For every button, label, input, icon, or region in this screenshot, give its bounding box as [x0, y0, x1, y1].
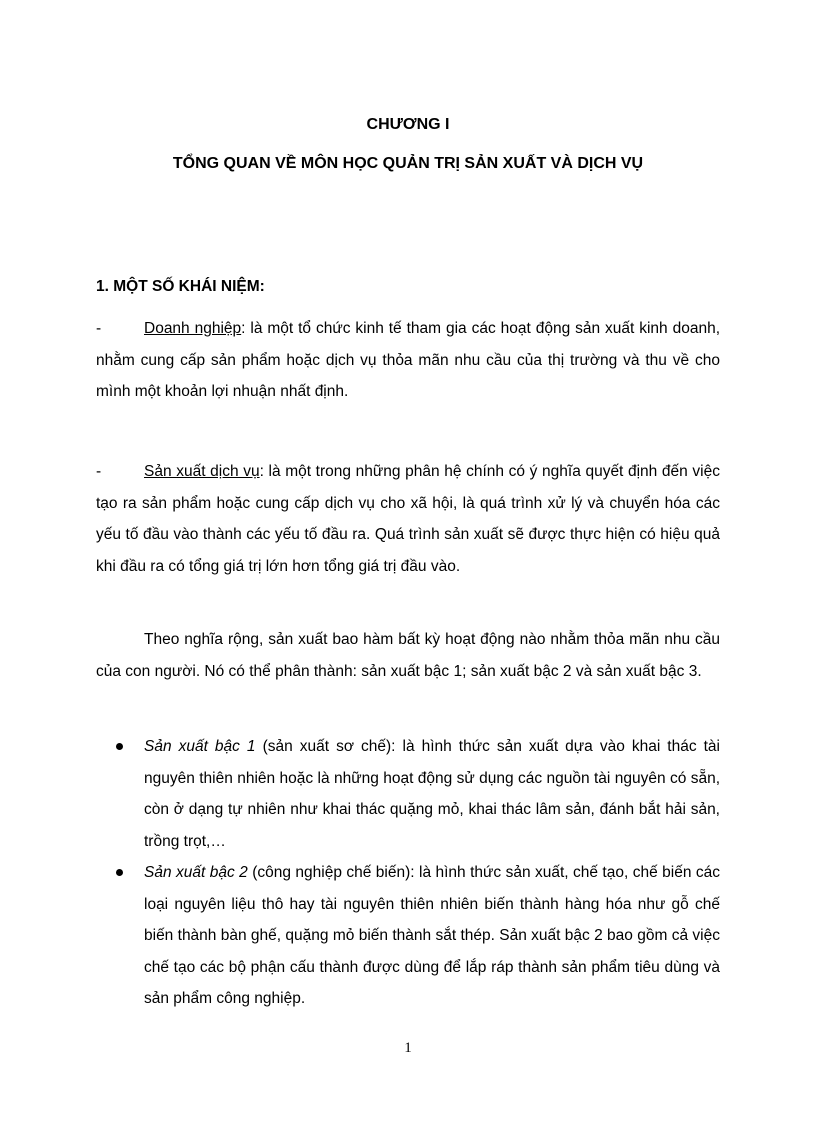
- bullet-text: [144, 731, 720, 857]
- definition-text: : là một trong những phân hệ chính có ý nghĩa quyết định đến việc tạo ra sản phẩm hoặc cung cấp dịch vụ cho xã hội, là quá trình xử lý và chuyển hóa các yếu tố đầu vào thành các yếu tố đầu ra. Quá trình sản xuất sẽ được thực hiện có hiệu quả khi đầu ra có tổng giá trị lớn hơn tổng giá trị đầu vào.: [96, 463, 720, 575]
- bullet-icon: [116, 743, 123, 750]
- paragraph-text: Theo nghĩa rộng, sản xuất bao hàm bất kỳ hoạt động nào nhằm thỏa mãn nhu cầu của con người. Nó có thể phân thành: sản xuất bậc 1; sản xuất bậc 2 và sản xuất bậc 3.: [96, 631, 720, 680]
- bullet-item: [116, 731, 720, 857]
- definition-text: : là một tổ chức kinh tế tham gia các hoạt động sản xuất kinh doanh, nhằm cung cấp sản phẩm hoặc dịch vụ thỏa mãn nhu cầu của thị trường và thu về cho mình một khoản lợi nhuận nhất định.: [96, 320, 721, 400]
- definition-term: Doanh nghiệp: [144, 320, 242, 337]
- section-heading: 1. MỘT SỐ KHÁI NIỆM:: [96, 278, 265, 295]
- bullet-description: (sản xuất sơ chế): là hình thức sản xuất dựa vào khai thác tài nguyên thiên nhiên hoặc là những hoạt động sử dụng các nguồn tài nguyên có sẵn, còn ở dạng tự nhiên như khai thác quặng mỏ, khai thác lâm sản, đánh bắt hải sản, trồng trọt,…: [144, 738, 720, 850]
- body-paragraph: [96, 624, 720, 687]
- bullet-description: (công nghiệp chế biến): là hình thức sản xuất, chế tạo, chế biến các loại nguyên liệu thô hay tài nguyên thiên nhiên biến thành hàng hóa như gỗ chế biến thành bàn ghế, quặng mỏ biến thành sắt thép. Sản xuất bậc 2 bao gồm cả việc chế tạo các bộ phận cấu thành được dùng để lắp ráp thành sản phẩm tiêu dùng và sản phẩm công nghiệp.: [144, 864, 720, 1007]
- definition-san-xuat-dich-vu: [96, 456, 720, 582]
- dash-marker: -: [96, 320, 102, 337]
- bullet-term: Sản xuất bậc 1: [144, 738, 256, 755]
- bullet-term: Sản xuất bậc 2: [144, 864, 248, 881]
- chapter-label: CHƯƠNG I: [366, 116, 450, 133]
- bullet-icon: [116, 869, 123, 876]
- page-number: 1: [404, 1040, 412, 1056]
- bullet-item: [116, 857, 720, 1015]
- definition-doanh-nghiep: [96, 313, 720, 408]
- bullet-text: [144, 857, 720, 1015]
- chapter-title: TỔNG QUAN VỀ MÔN HỌC QUẢN TRỊ SẢN XUẤT VÀ DỊCH VỤ: [172, 155, 644, 172]
- dash-marker: -: [96, 463, 102, 480]
- definition-term: Sản xuất dịch vụ: [144, 463, 260, 480]
